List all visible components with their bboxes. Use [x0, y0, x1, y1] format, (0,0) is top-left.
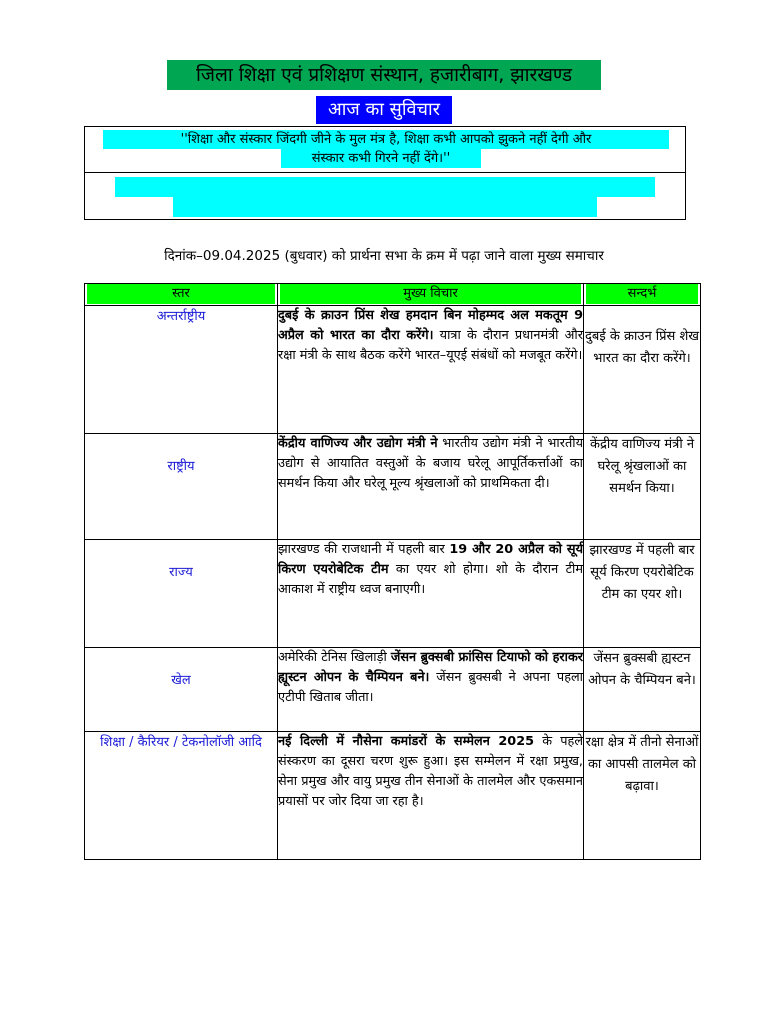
level-cell: राष्ट्रीय: [85, 434, 278, 540]
reference-cell: केंद्रीय वाणिज्य मंत्री ने घरेलू श्रृंखलाओं का समर्थन किया।: [584, 434, 701, 540]
level-cell: शिक्षा / कैरियर / टेकनोलॉजी आदि: [85, 732, 278, 860]
news-table: [84, 283, 701, 860]
idea-cell: झारखण्ड की राजधानी में पहली बार 19 और 20 अप्रैल को सूर्य किरण एयरोबेटिक टीम का एयर शो होगा। शो के दौरान टीम आकाश में राष्ट्रीय ध्वज बनाएगी।: [278, 540, 584, 648]
highlight-bar: [115, 177, 655, 197]
quote-line-2: संस्कार कभी गिरने नहीं देंगे।'': [281, 149, 481, 168]
idea-cell: केंद्रीय वाणिज्य और उद्योग मंत्री ने भारतीय उद्योग मंत्री ने भारतीय उद्योग से आयातित वस्तुओं के बजाय घरेलू आपूर्तिकर्त्ताओं का समर्थन किया और घरेलू मूल्य श्रृंखलाओं को प्राथमिकता दी।: [278, 434, 584, 540]
table-row: [85, 306, 701, 434]
idea-cell: अमेरिकी टेनिस खिलाड़ी जेंसन ब्रुक्सबी फ्रांसिस टियाफो को हराकर ह्यूस्टन ओपन के चैम्पियन बने। जेंसन ब्रुक्सबी ने अपना पहला एटीपी खिताब जीता।: [278, 648, 584, 732]
dateline: दिनांक–09.04.2025 (बुधवार) को प्रार्थना सभा के क्रम में पढ़ा जाने वाला मुख्य समाचार: [164, 248, 604, 264]
table-row: [85, 540, 701, 648]
header-reference: सन्दर्भ: [584, 284, 701, 306]
idea-cell: दुबई के क्राउन प्रिंस शेख हमदान बिन मोहम्मद अल मकतूम 9 अप्रैल को भारत का दौरा करेंगे। यात्रा के दौरान प्रधानमंत्री और रक्षा मंत्री के साथ बैठक करेंगे भारत–यूएई संबंधों को मजबूत करेंगे।: [278, 306, 584, 434]
quote-divider: [85, 172, 685, 173]
table-row: [85, 434, 701, 540]
table-header-row: [85, 284, 701, 306]
reference-cell: रक्षा क्षेत्र में तीनो सेनाओं का आपसी तालमेल को बढ़ावा।: [584, 732, 701, 860]
quote-line-1: ''शिक्षा और संस्कार जिंदगी जीने के मुल मंत्र है, शिक्षा कभी आपको झुकने नहीं देगी और: [103, 130, 669, 149]
page-title: जिला शिक्षा एवं प्रशिक्षण संस्थान, हजारीबाग, झारखण्ड: [167, 60, 601, 90]
quote-box: [84, 126, 686, 220]
header-level: स्तर: [85, 284, 278, 306]
idea-cell: नई दिल्ली में नौसेना कमांडरों के सम्मेलन 2025 के पहले संस्करण का दूसरा चरण शुरू हुआ। इस सम्मेलन में रक्षा प्रमुख, सेना प्रमुख और वायु प्रमुख तीन सेनाओं के तालमेल और एकसमान प्रयासों पर जोर दिया जा रहा है।: [278, 732, 584, 860]
level-cell: राज्य: [85, 540, 278, 648]
level-cell: खेल: [85, 648, 278, 732]
level-cell: अन्तर्राष्ट्रीय: [85, 306, 278, 434]
reference-cell: जेंसन ब्रुक्सबी ह्यस्टन ओपन के चैम्पियन बने।: [584, 648, 701, 732]
reference-cell: झारखण्ड में पहली बार सूर्य किरण एयरोबेटिक टीम का एयर शो।: [584, 540, 701, 648]
table-row: [85, 648, 701, 732]
reference-cell: दुबई के क्राउन प्रिंस शेख भारत का दौरा करेंगे।: [584, 306, 701, 434]
highlight-bar: [173, 197, 597, 217]
thought-of-the-day-heading: आज का सुविचार: [316, 96, 452, 124]
header-main-idea: मुख्य विचार: [278, 284, 584, 306]
table-row: [85, 732, 701, 860]
